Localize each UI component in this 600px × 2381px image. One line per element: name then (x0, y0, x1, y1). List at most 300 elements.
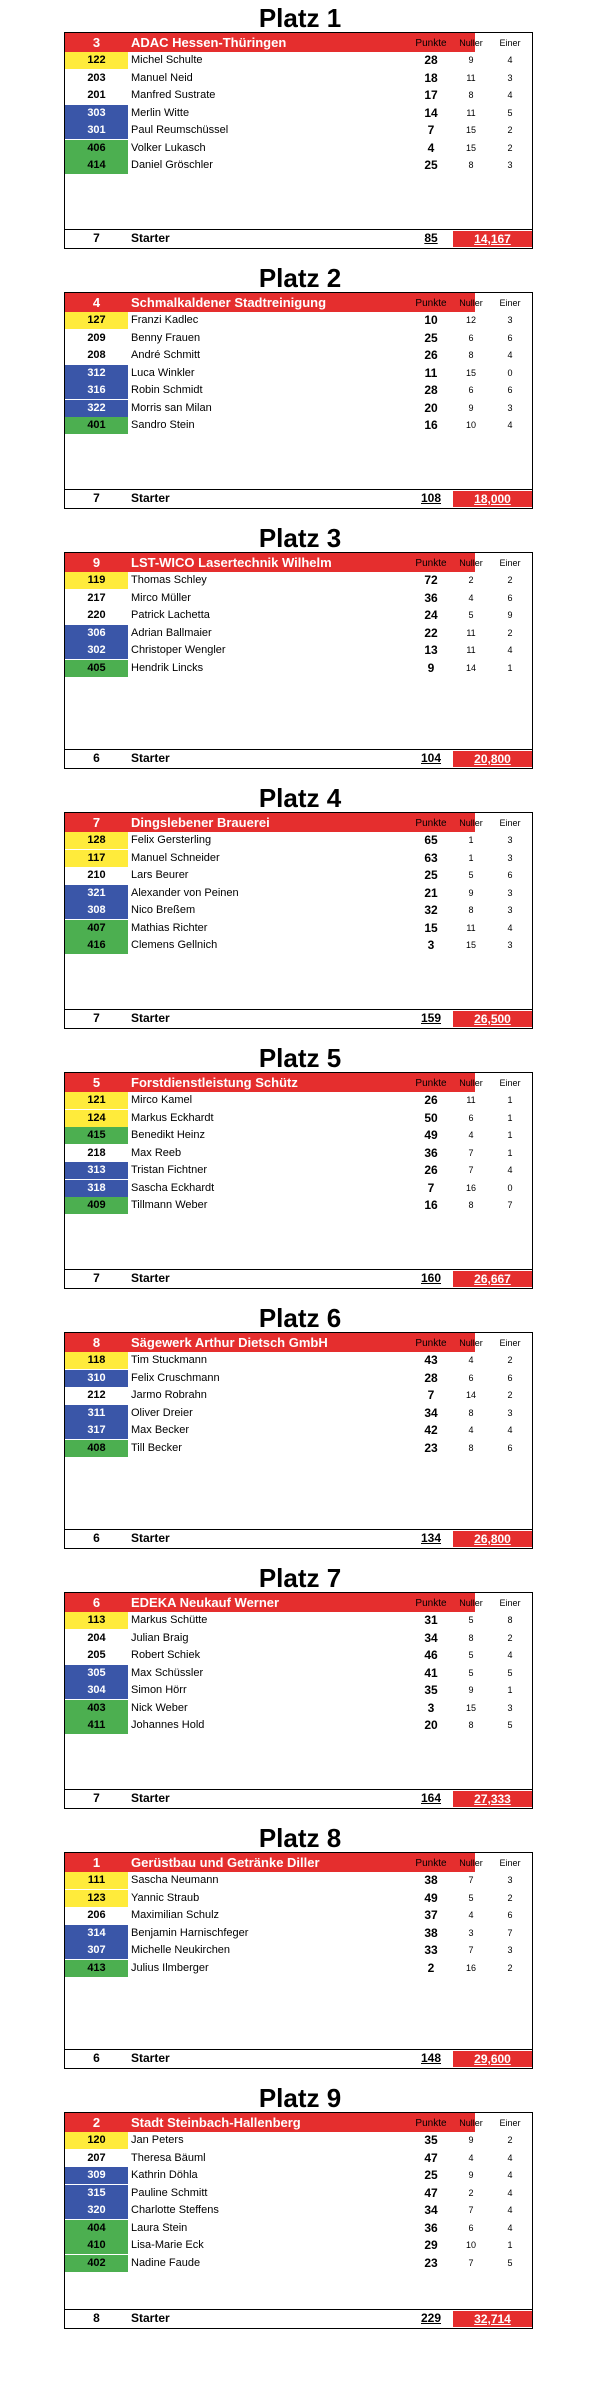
player-name: Benjamin Harnischfeger (131, 1926, 249, 1939)
player-nuller: 4 (468, 1910, 474, 1920)
player-punkte: 3 (427, 938, 435, 952)
player-punkte: 15 (424, 920, 438, 935)
player-row (65, 642, 532, 660)
player-name: Mathias Richter (131, 921, 208, 934)
player-number: 205 (65, 1647, 128, 1664)
player-nuller: 15 (465, 1702, 476, 1713)
player-row (65, 1665, 532, 1683)
ranking-section (0, 1560, 600, 1820)
player-number: 119 (65, 572, 128, 589)
starter-label: Starter (131, 751, 170, 765)
player-einer: 4 (507, 55, 513, 65)
starter-label: Starter (131, 2311, 170, 2325)
player-number: 318 (65, 1180, 128, 1197)
player-number: 212 (65, 1387, 128, 1404)
player-nuller: 2 (468, 2187, 474, 2198)
starter-label: Starter (131, 1011, 170, 1025)
player-name: Lars Beurer (131, 869, 189, 881)
player-punkte: 25 (424, 158, 438, 172)
player-nuller: 9 (468, 55, 474, 65)
starter-label: Starter (131, 1791, 170, 1805)
player-einer: 2 (507, 1962, 513, 1973)
player-einer: 2 (507, 1355, 513, 1365)
player-nuller: 7 (468, 1945, 474, 1955)
player-einer: 4 (507, 1425, 513, 1435)
player-nuller: 8 (468, 160, 474, 170)
player-nuller: 9 (468, 1685, 474, 1695)
player-nuller: 11 (466, 107, 476, 118)
player-name: Michelle Neukirchen (131, 1944, 231, 1956)
player-einer: 3 (507, 1702, 513, 1713)
platz-title: Platz 2 (258, 263, 342, 293)
player-number: 410 (65, 2237, 128, 2254)
player-einer: 2 (507, 1892, 513, 1903)
team-name: Dingslebener Brauerei (128, 813, 475, 832)
player-row (65, 1110, 532, 1128)
player-number: 315 (65, 2185, 128, 2202)
player-number: 314 (65, 1925, 128, 1942)
player-number: 402 (65, 2255, 128, 2272)
ranking-section (0, 2080, 600, 2340)
player-number: 415 (65, 1127, 128, 1144)
column-header-nuller: Nuller (459, 38, 483, 48)
player-name: Morris san Milan (131, 401, 212, 414)
player-number: 317 (65, 1422, 128, 1439)
player-number: 307 (65, 1942, 128, 1959)
player-name: Pauline Schmitt (131, 2186, 208, 2199)
player-punkte: 29 (424, 2238, 438, 2252)
player-row (65, 2167, 532, 2185)
player-einer: 4 (507, 1165, 513, 1175)
player-name: Mirco Müller (131, 591, 191, 604)
average-points: 26,500 (453, 1011, 532, 1027)
player-row (65, 312, 532, 330)
player-name: Nick Weber (131, 1701, 188, 1714)
player-name: Max Becker (131, 1424, 190, 1436)
player-nuller: 4 (468, 1425, 474, 1435)
player-einer: 1 (507, 1130, 513, 1140)
team-footer (65, 1529, 532, 1548)
player-number: 218 (65, 1145, 128, 1162)
player-name: Tillmann Weber (131, 1199, 208, 1211)
player-name: Nadine Faude (131, 2256, 201, 2269)
player-nuller: 10 (465, 420, 476, 430)
player-punkte: 38 (424, 1925, 438, 1940)
player-row (65, 1872, 532, 1890)
player-number: 404 (65, 2220, 128, 2237)
player-number: 411 (65, 1717, 128, 1734)
player-nuller: 14 (465, 1390, 476, 1400)
column-header-einer: Einer (499, 818, 521, 828)
player-name: Benny Frauen (131, 331, 201, 344)
player-row (65, 920, 532, 938)
player-row (65, 417, 532, 435)
player-number: 209 (65, 330, 128, 347)
total-points: 229 (420, 2311, 442, 2325)
player-nuller: 7 (468, 1165, 474, 1175)
player-punkte: 23 (424, 1440, 438, 1455)
player-punkte: 35 (424, 1683, 438, 1697)
player-name: Volker Lukasch (131, 141, 206, 154)
player-number: 123 (65, 1890, 128, 1907)
player-nuller: 5 (468, 1650, 474, 1660)
starter-label: Starter (131, 2051, 170, 2065)
total-points: 148 (420, 2051, 442, 2065)
player-punkte: 14 (424, 105, 438, 120)
team-name: LST-WICO Lasertechnik Wilhelm (128, 553, 475, 572)
player-row (65, 1890, 532, 1908)
player-name: Michel Schulte (131, 54, 203, 66)
player-einer: 0 (507, 1182, 513, 1193)
player-einer: 1 (507, 1685, 513, 1695)
player-row (65, 2132, 532, 2150)
player-number: 220 (65, 607, 128, 624)
player-nuller: 14 (465, 662, 476, 673)
player-punkte: 3 (427, 1700, 435, 1715)
ranking-section (0, 1820, 600, 2080)
player-number: 414 (65, 157, 128, 174)
player-nuller: 4 (468, 1130, 474, 1140)
player-name: Tim Stuckmann (131, 1354, 208, 1366)
player-row (65, 590, 532, 608)
player-nuller: 11 (466, 627, 476, 638)
player-rows (65, 2132, 532, 2272)
player-name: Benedikt Heinz (131, 1129, 205, 1141)
player-nuller: 15 (465, 125, 476, 135)
player-nuller: 12 (465, 315, 476, 325)
player-punkte: 72 (424, 573, 438, 587)
player-name: Yannic Straub (131, 1891, 200, 1904)
player-rows (65, 1352, 532, 1457)
player-punkte: 2 (427, 1960, 435, 1975)
team-number: 7 (65, 813, 128, 832)
player-number: 409 (65, 1197, 128, 1214)
player-einer: 4 (507, 922, 513, 933)
player-name: Manfred Sustrate (131, 89, 216, 101)
player-name: Alexander von Peinen (131, 886, 239, 899)
starter-label: Starter (131, 1271, 170, 1285)
player-punkte: 7 (427, 1388, 435, 1402)
player-number: 128 (65, 832, 128, 849)
player-einer: 4 (507, 420, 513, 430)
player-name: Max Reeb (131, 1146, 182, 1159)
player-row (65, 400, 532, 418)
player-nuller: 9 (468, 2135, 474, 2145)
player-einer: 5 (507, 1720, 513, 1730)
player-number: 304 (65, 1682, 128, 1699)
player-row (65, 1422, 532, 1440)
team-number: 4 (65, 293, 128, 312)
player-einer: 6 (507, 332, 513, 343)
player-einer: 6 (507, 1910, 513, 1920)
platz-title: Platz 6 (258, 1303, 342, 1333)
player-punkte: 18 (424, 70, 438, 85)
player-name: Tristan Fichtner (131, 1164, 208, 1176)
player-number: 113 (65, 1612, 128, 1629)
player-number: 308 (65, 902, 128, 919)
player-number: 313 (65, 1162, 128, 1179)
team-number: 9 (65, 553, 128, 572)
player-einer: 4 (507, 2222, 513, 2233)
starter-count: 7 (93, 1271, 100, 1285)
starter-count: 6 (93, 1531, 100, 1545)
column-header-einer: Einer (499, 1338, 521, 1348)
player-nuller: 7 (468, 1875, 474, 1885)
player-number: 117 (65, 850, 128, 867)
total-points: 108 (420, 491, 442, 505)
platz-title: Platz 8 (258, 1823, 342, 1853)
player-row (65, 1180, 532, 1198)
player-name: Sascha Eckhardt (131, 1181, 215, 1194)
team-name: EDEKA Neukauf Werner (128, 1593, 475, 1612)
player-row (65, 122, 532, 140)
team-footer (65, 749, 532, 768)
column-header-punkte: Punkte (415, 2118, 447, 2129)
player-punkte: 50 (424, 1110, 438, 1125)
average-points: 26,800 (453, 1531, 532, 1547)
player-einer: 3 (507, 160, 513, 170)
player-einer: 3 (507, 72, 513, 83)
player-nuller: 11 (466, 72, 476, 83)
player-einer: 3 (507, 940, 513, 950)
player-einer: 3 (507, 905, 513, 915)
player-einer: 4 (507, 2170, 513, 2180)
player-row (65, 867, 532, 885)
average-points: 14,167 (453, 231, 532, 247)
starter-count: 6 (93, 2051, 100, 2065)
player-row (65, 902, 532, 920)
column-header-einer: Einer (499, 38, 521, 48)
player-name: Jarmo Robrahn (131, 1389, 207, 1401)
player-einer: 0 (507, 367, 513, 378)
player-number: 306 (65, 625, 128, 642)
player-row (65, 2237, 532, 2255)
player-row (65, 2202, 532, 2220)
player-punkte: 36 (424, 1145, 438, 1160)
player-einer: 3 (507, 1945, 513, 1955)
column-header-einer: Einer (499, 558, 521, 568)
player-name: Mirco Kamel (131, 1094, 193, 1106)
average-points: 20,800 (453, 751, 532, 767)
player-einer: 2 (507, 142, 513, 153)
player-row (65, 1925, 532, 1943)
player-nuller: 4 (468, 1355, 474, 1365)
player-row (65, 1630, 532, 1648)
player-name: Charlotte Steffens (131, 2204, 219, 2216)
player-row (65, 157, 532, 175)
starter-count: 7 (93, 1011, 100, 1025)
player-einer: 2 (507, 1390, 513, 1400)
player-punkte: 16 (424, 418, 438, 432)
team-header (65, 813, 532, 832)
player-row (65, 2255, 532, 2273)
player-name: Daniel Gröschler (131, 159, 213, 171)
player-nuller: 8 (468, 1720, 474, 1730)
player-name: Paul Reumschüssel (131, 124, 229, 136)
player-einer: 2 (507, 627, 513, 638)
player-row (65, 1440, 532, 1458)
team-number: 5 (65, 1073, 128, 1092)
player-name: Kathrin Döhla (131, 2169, 198, 2181)
player-einer: 1 (507, 662, 513, 673)
player-row (65, 382, 532, 400)
average-points: 29,600 (453, 2051, 532, 2067)
team-table (64, 812, 533, 1029)
player-nuller: 9 (468, 402, 474, 413)
player-name: Till Becker (131, 1441, 182, 1454)
player-einer: 4 (507, 350, 513, 360)
total-points: 159 (420, 1011, 442, 1025)
player-einer: 4 (507, 2152, 513, 2163)
column-header-punkte: Punkte (415, 1858, 447, 1869)
player-einer: 6 (507, 870, 513, 880)
team-header (65, 553, 532, 572)
player-punkte: 4 (427, 140, 435, 155)
player-einer: 4 (507, 2187, 513, 2198)
total-points: 164 (420, 1791, 442, 1805)
player-einer: 9 (507, 610, 513, 620)
player-name: Jan Peters (131, 2134, 184, 2146)
starter-count: 7 (93, 1791, 100, 1805)
team-footer (65, 1789, 532, 1808)
player-punkte: 11 (424, 365, 438, 380)
player-punkte: 26 (424, 348, 438, 362)
column-header-einer: Einer (499, 1858, 521, 1868)
player-number: 124 (65, 1110, 128, 1127)
player-name: Johannes Hold (131, 1719, 205, 1731)
player-name: Thomas Schley (131, 574, 207, 586)
team-header (65, 2113, 532, 2132)
player-number: 405 (65, 660, 128, 677)
player-nuller: 15 (465, 142, 476, 153)
player-row (65, 1145, 532, 1163)
player-row (65, 1647, 532, 1665)
player-name: Julius Ilmberger (131, 1961, 209, 1974)
ranking-section (0, 0, 600, 260)
player-number: 121 (65, 1092, 128, 1109)
player-number: 305 (65, 1665, 128, 1682)
player-row (65, 1405, 532, 1423)
player-row (65, 330, 532, 348)
player-punkte: 35 (424, 2133, 438, 2147)
player-punkte: 25 (424, 868, 438, 882)
player-row (65, 832, 532, 850)
ranking-section (0, 260, 600, 520)
team-name: Gerüstbau und Getränke Diller (128, 1853, 475, 1872)
player-row (65, 607, 532, 625)
player-punkte: 28 (424, 383, 438, 397)
player-name: Simon Hörr (131, 1684, 187, 1696)
team-footer (65, 2309, 532, 2328)
player-number: 408 (65, 1440, 128, 1457)
player-name: Christoper Wengler (131, 644, 226, 656)
player-einer: 4 (507, 645, 513, 655)
player-punkte: 43 (424, 1353, 438, 1367)
column-header-nuller: Nuller (459, 1858, 483, 1868)
player-row (65, 1197, 532, 1215)
player-row (65, 937, 532, 955)
player-name: Markus Eckhardt (131, 1111, 214, 1124)
player-row (65, 660, 532, 678)
player-number: 207 (65, 2150, 128, 2167)
player-einer: 3 (507, 887, 513, 898)
player-einer: 4 (507, 2205, 513, 2215)
player-name: Sandro Stein (131, 419, 195, 431)
player-number: 312 (65, 365, 128, 382)
player-name: Maximilian Schulz (131, 1909, 220, 1921)
player-number: 122 (65, 52, 128, 69)
team-number: 6 (65, 1593, 128, 1612)
player-einer: 4 (507, 90, 513, 100)
team-table (64, 2112, 533, 2329)
player-punkte: 26 (424, 1163, 438, 1177)
player-nuller: 7 (468, 2205, 474, 2215)
column-header-nuller: Nuller (459, 298, 483, 308)
player-punkte: 16 (424, 1198, 438, 1212)
player-einer: 3 (507, 402, 513, 413)
player-name: Hendrik Lincks (131, 661, 204, 674)
starter-label: Starter (131, 1531, 170, 1545)
team-header (65, 1853, 532, 1872)
player-punkte: 34 (424, 2203, 438, 2217)
player-punkte: 17 (424, 88, 438, 102)
player-nuller: 8 (468, 90, 474, 100)
player-row (65, 87, 532, 105)
platz-title: Platz 3 (258, 523, 342, 553)
player-name: Merlin Witte (131, 106, 190, 119)
team-table (64, 552, 533, 769)
total-points: 160 (420, 1271, 442, 1285)
team-footer (65, 1009, 532, 1028)
player-einer: 5 (507, 1667, 513, 1678)
player-nuller: 8 (468, 1632, 474, 1643)
player-row (65, 1127, 532, 1145)
team-number: 2 (65, 2113, 128, 2132)
player-punkte: 7 (427, 123, 435, 137)
starter-count: 8 (93, 2311, 100, 2325)
player-number: 320 (65, 2202, 128, 2219)
player-punkte: 24 (424, 608, 438, 622)
player-punkte: 20 (424, 1718, 438, 1732)
player-number: 310 (65, 1370, 128, 1387)
player-einer: 3 (507, 1407, 513, 1418)
player-number: 118 (65, 1352, 128, 1369)
player-name: Oliver Dreier (131, 1406, 193, 1419)
player-punkte: 7 (427, 1180, 435, 1195)
player-punkte: 47 (424, 2185, 438, 2200)
player-einer: 6 (507, 1442, 513, 1453)
player-number: 316 (65, 382, 128, 399)
player-punkte: 23 (424, 2255, 438, 2270)
player-row (65, 1700, 532, 1718)
player-name: Nico Breßem (131, 904, 196, 916)
team-name: Stadt Steinbach-Hallenberg (128, 2113, 475, 2132)
player-einer: 8 (507, 1615, 513, 1625)
player-punkte: 22 (424, 625, 438, 640)
ranking-section (0, 780, 600, 1040)
player-name: Clemens Gellnich (131, 939, 218, 951)
player-number: 303 (65, 105, 128, 122)
ranking-section (0, 520, 600, 780)
total-points: 104 (420, 751, 442, 765)
player-nuller: 5 (468, 1892, 474, 1903)
column-header-nuller: Nuller (459, 1598, 483, 1608)
player-nuller: 4 (468, 592, 474, 603)
player-rows (65, 52, 532, 175)
player-rows (65, 1092, 532, 1215)
platz-title: Platz 9 (258, 2083, 342, 2113)
player-einer: 3 (507, 835, 513, 845)
